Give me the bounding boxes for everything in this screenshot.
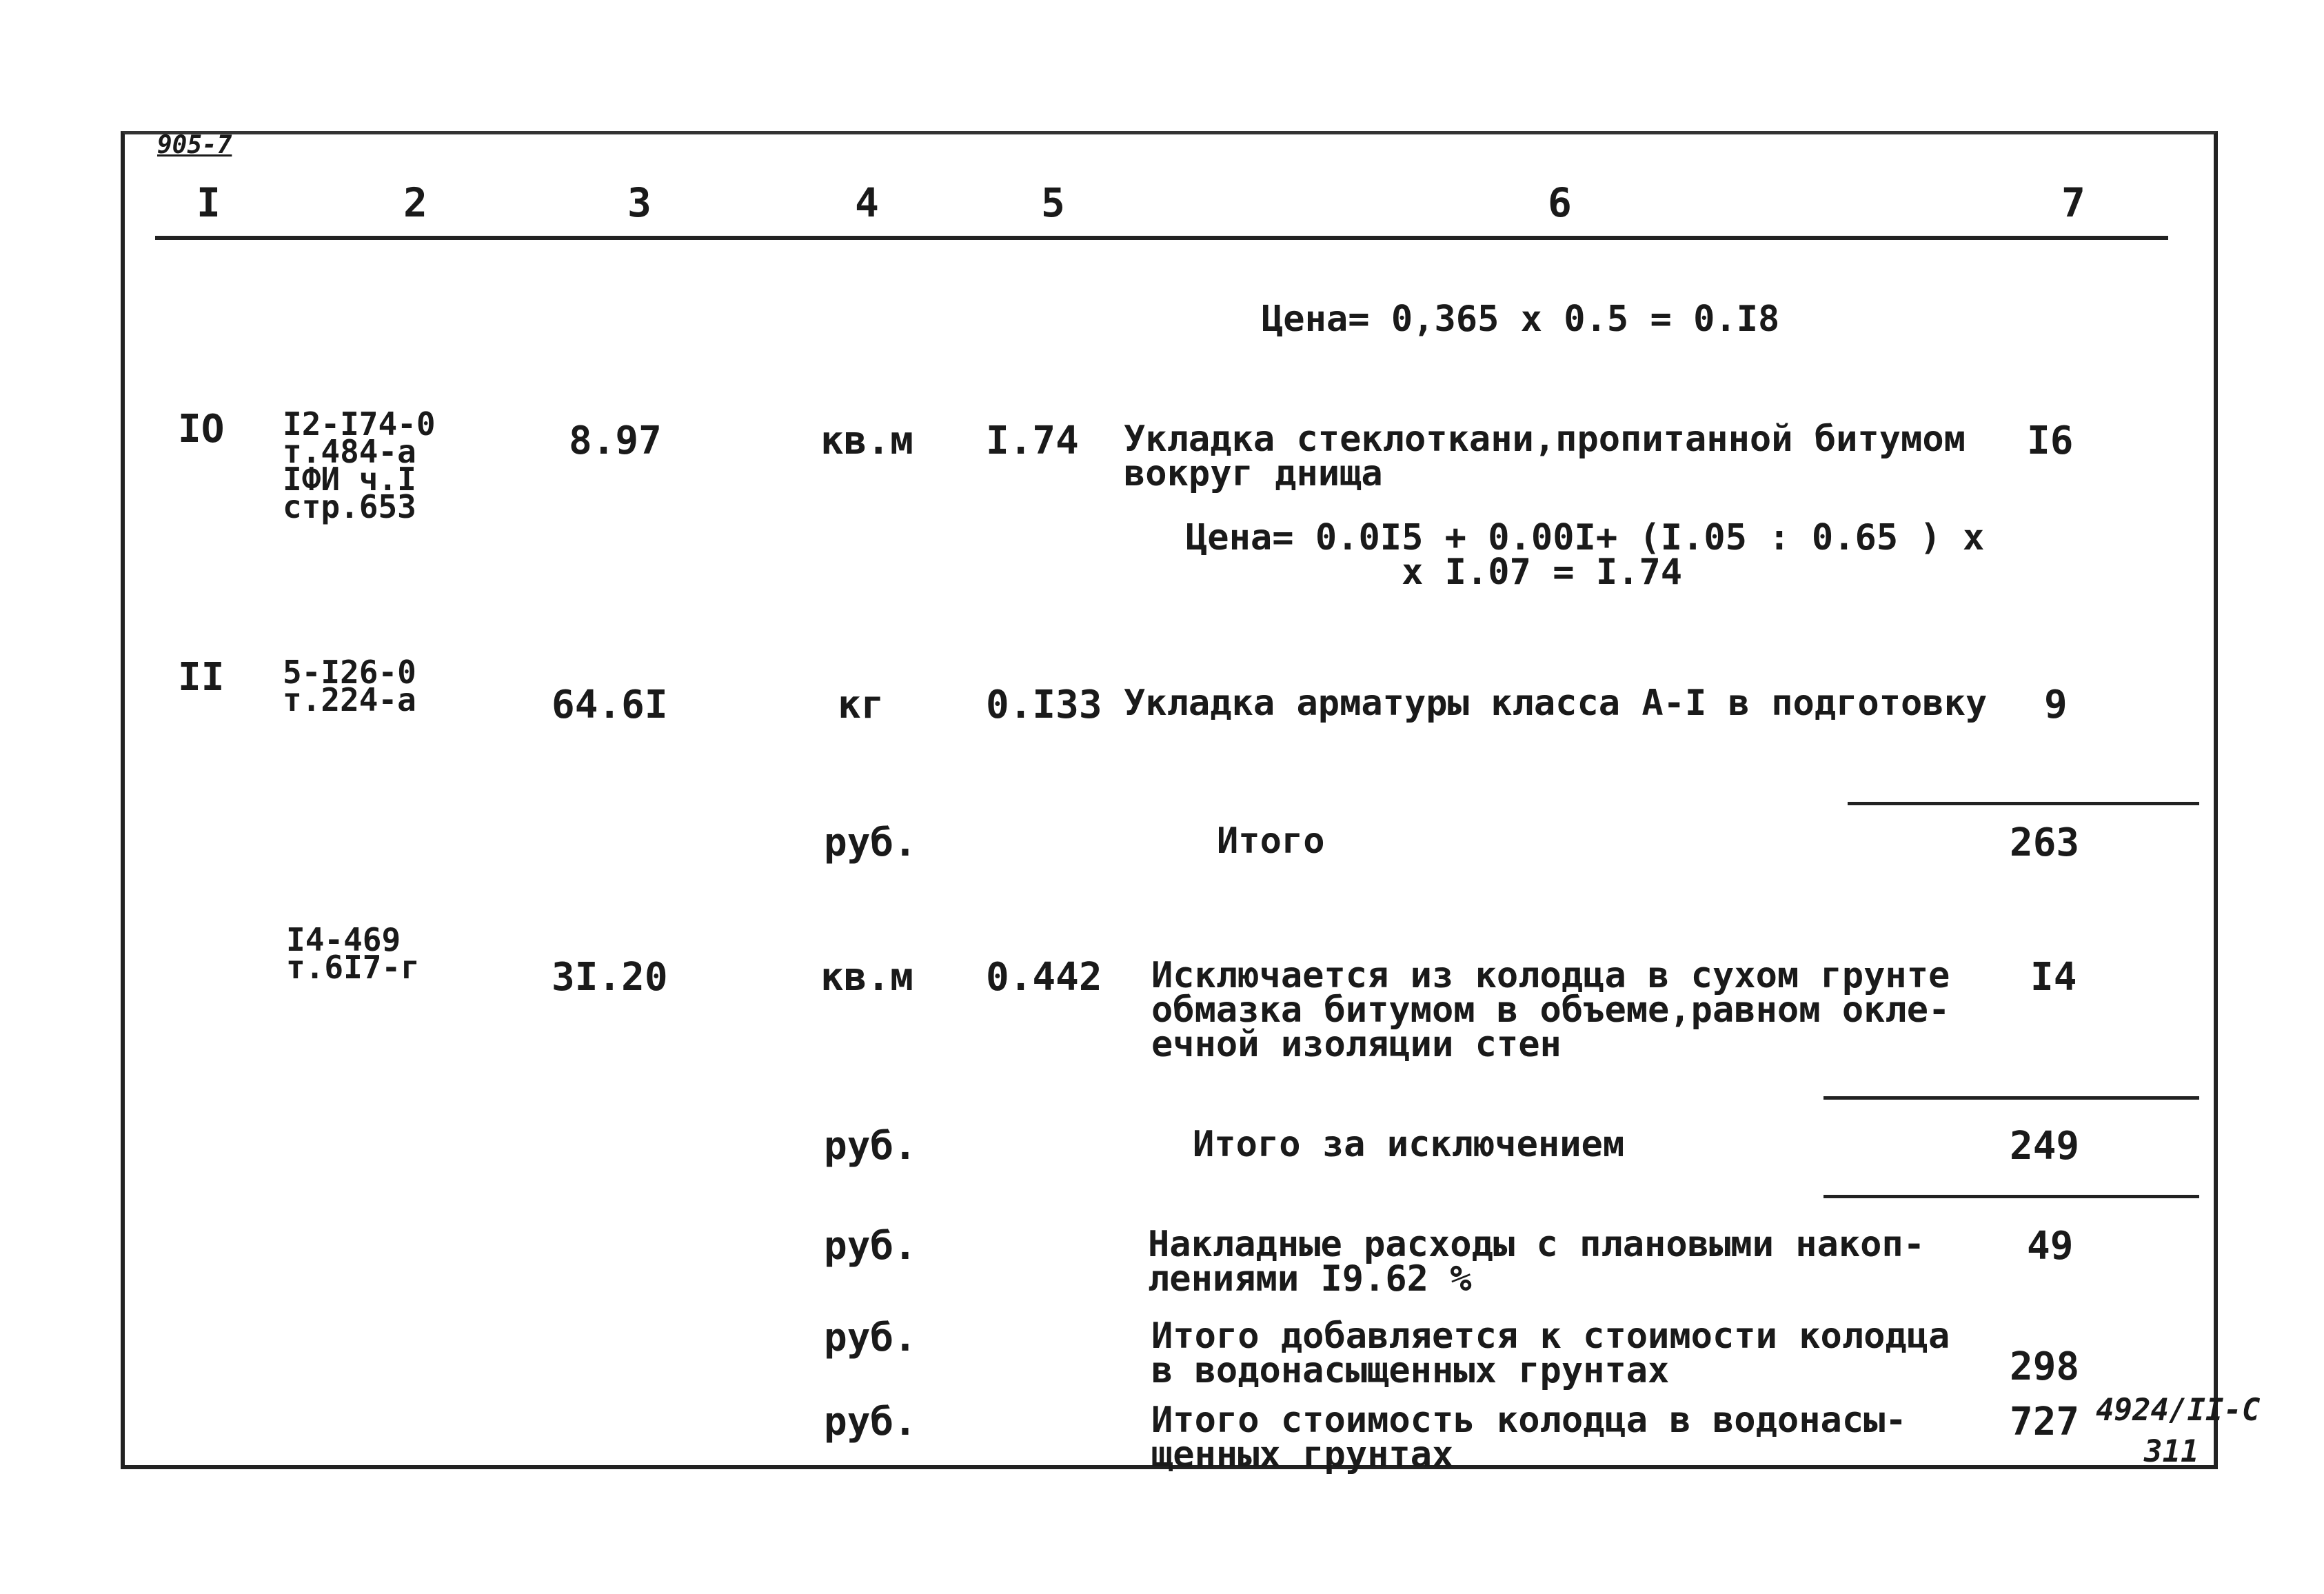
col-header-1: I bbox=[196, 179, 221, 226]
subtotal-label: Итого bbox=[1217, 820, 1325, 862]
summary-1-total: 249 bbox=[2010, 1124, 2080, 1169]
subtotal-total: 263 bbox=[2010, 820, 2080, 865]
summary-1-label: Итого за исключением bbox=[1193, 1124, 1625, 1165]
sheet-reference: 905-7 bbox=[157, 131, 232, 159]
subtotal-unit: руб. bbox=[824, 820, 917, 865]
subtotal-rule-1 bbox=[1848, 802, 2199, 805]
row-11-total: 9 bbox=[2044, 683, 2068, 727]
excluded-unit: кв.м bbox=[820, 955, 913, 1000]
col-header-6: 6 bbox=[1548, 179, 1572, 226]
summary-2-total: 49 bbox=[2027, 1224, 2074, 1269]
document-stamp: 4924/II-C bbox=[2096, 1393, 2261, 1428]
excluded-price: 0.442 bbox=[986, 955, 1102, 1000]
summary-3-unit: руб. bbox=[824, 1315, 917, 1360]
summary-1-unit: руб. bbox=[824, 1124, 917, 1169]
excluded-description: Исключается из колодца в сухом грунте обмазка битумом в объеме,равном окле- ечной изоляции стен bbox=[1151, 955, 1950, 1065]
row-10-unit: кв.м bbox=[820, 418, 913, 463]
row-11-price: 0.I33 bbox=[986, 683, 1102, 727]
excluded-qty: 3I.20 bbox=[552, 955, 668, 1000]
subtotal-rule-2 bbox=[1823, 1096, 2199, 1100]
row-10-price: I.74 bbox=[986, 418, 1079, 463]
row-10-price-formula: Цена= 0.0I5 + 0.00I+ (I.05 : 0.65 ) x x I.07 = I.74 bbox=[1186, 517, 1985, 593]
row-11-qty: 64.6I bbox=[552, 683, 668, 727]
summary-4-label: Итого стоимость колодца в водонасы- щенных грунтах bbox=[1151, 1400, 1907, 1475]
summary-2-label: Накладные расходы с плановыми накоп- лениями I9.62 % bbox=[1148, 1224, 1926, 1300]
row-10-description: Укладка стеклоткани,пропитанной битумом вокруг днища bbox=[1124, 418, 1966, 494]
subtotal-rule-3 bbox=[1823, 1195, 2199, 1198]
col-header-2: 2 bbox=[403, 179, 427, 226]
row-10-qty: 8.97 bbox=[569, 418, 662, 463]
summary-4-total: 727 bbox=[2010, 1400, 2080, 1444]
excluded-code: I4-469 т.6I7-г bbox=[286, 921, 420, 986]
header-divider bbox=[155, 236, 2168, 240]
col-header-3: 3 bbox=[627, 179, 651, 226]
excluded-total: I4 bbox=[2030, 955, 2077, 1000]
row-11-description: Укладка арматуры класса А-I в подготовку bbox=[1124, 683, 1988, 724]
row-10-number: IO bbox=[178, 407, 225, 452]
row-11-code: 5-I26-0 т.224-а bbox=[283, 654, 416, 718]
summary-4-unit: руб. bbox=[824, 1400, 917, 1444]
summary-2-unit: руб. bbox=[824, 1224, 917, 1269]
col-header-4: 4 bbox=[855, 179, 879, 226]
row-11-number: II bbox=[178, 655, 225, 700]
summary-3-total: 298 bbox=[2010, 1344, 2080, 1389]
row-11-unit: кг bbox=[838, 683, 885, 727]
document-stamp-sheet: 311 bbox=[2144, 1434, 2199, 1469]
row-10-total: I6 bbox=[2027, 418, 2074, 463]
col-header-5: 5 bbox=[1041, 179, 1065, 226]
row-10-code: I2-I74-0 т.484-а IФИ ч.I стр.653 bbox=[283, 405, 436, 525]
col-header-7: 7 bbox=[2061, 179, 2085, 226]
price-note-top: Цена= 0,365 x 0.5 = 0.I8 bbox=[1262, 299, 1780, 340]
summary-3-label: Итого добавляется к стоимости колодца в водонасыщенных грунтах bbox=[1151, 1315, 1950, 1391]
